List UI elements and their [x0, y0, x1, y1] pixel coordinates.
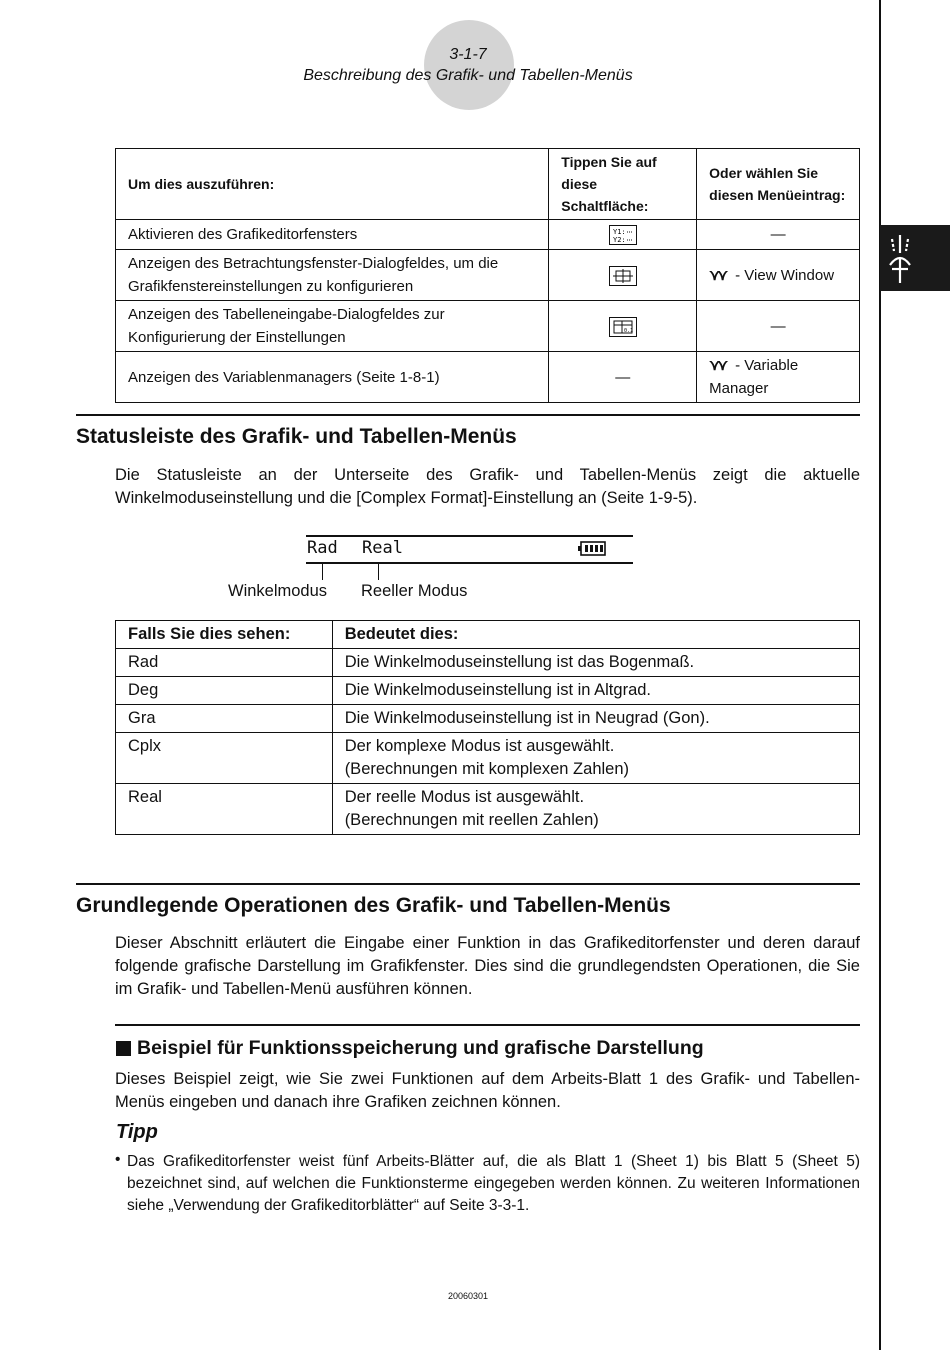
graph-editor-icon[interactable] [609, 225, 637, 245]
bullet-square-icon [116, 1041, 131, 1056]
col-header-menu: Oder wählen Sie diesen Menüeintrag: [697, 149, 860, 220]
graph-editor-button-cell [549, 220, 697, 250]
tip-bullet: • [115, 1151, 121, 1168]
pointer-line [322, 564, 323, 580]
chapter-tab [880, 225, 950, 291]
section-rule [76, 414, 860, 416]
table-row-means: Die Winkelmoduseinstellung ist in Neugrad (Gon). [332, 705, 859, 733]
header-circle [424, 20, 514, 110]
table-row-menu-cell [697, 250, 860, 301]
svg-text:Y1:: Y1: [612, 228, 626, 237]
table-row-means: Die Winkelmoduseinstellung ist in Altgrad. [332, 677, 859, 705]
table-row-action: Aktivieren des Grafikeditorfensters [116, 220, 549, 250]
page-title: Beschreibung des Grafik- und Tabellen-Menüs [303, 67, 633, 84]
battery-icon [578, 541, 608, 557]
table-row-means-note: (Berechnungen mit komplexen Zahlen) [344, 760, 630, 778]
col-header-button: Tippen Sie auf diese Schaltfläche: [549, 149, 697, 220]
table-row-menu: — [697, 301, 860, 352]
status-angle: Rad [307, 538, 338, 558]
view-window-icon[interactable] [609, 266, 637, 286]
table-row-see: Rad [116, 649, 333, 677]
table-row-button: — [549, 352, 697, 403]
tip-text: Das Grafikeditorfenster weist fünf Arbeits-Blätter auf, die als Blatt 1 (Sheet 1) bis Blatt 5 (Sheet 5) bezeichnet sind, auf welchen die Funktionsterme eingegeben werden können. Zu weiteren Informationen siehe „Verwendung der Grafikeditorblätter“ auf Seite 3-3-1. [127, 1153, 860, 1214]
menu-chevron-icon[interactable]: ⋎⋎ [709, 357, 726, 374]
table-row-action: Anzeigen des Betrachtungsfenster-Dialogfeldes, um die Grafikfenstereinstellungen zu konfigurieren [116, 250, 549, 301]
col-header-action: Um dies auszuführen: [116, 149, 549, 220]
table-row-see: Deg [116, 677, 333, 705]
table-row-menu: — [697, 220, 860, 250]
table-row-means-note: (Berechnungen mit reellen Zahlen) [344, 811, 599, 829]
menu-chevron-icon[interactable]: ⋎⋎ [709, 266, 726, 284]
section-rule [76, 883, 860, 885]
svg-text:Y2:: Y2: [612, 236, 626, 245]
graph-chapter-icon [880, 225, 950, 291]
table-row-see: Cplx [116, 733, 333, 784]
table-row-see: Real [116, 784, 333, 835]
svg-text:0.1: 0.1 [623, 327, 633, 334]
table-row-action: Anzeigen des Tabelleneingabe-Dialogfeldes zur Konfigurierung der Einstellungen [116, 301, 549, 352]
pointer-line [378, 564, 379, 580]
section-body: Die Statusleiste an der Unterseite des Grafik- und Tabellen-Menüs zeigt die aktuelle Winkelmoduseinstellung und die [Complex Format]-Einstellung an (Seite 1-9-5). [115, 466, 860, 507]
table-row-action: Anzeigen des Variablenmanagers (Seite 1-8-1) [116, 352, 549, 403]
footer-code: 20060301 [447, 1291, 489, 1301]
table-row-means: Der reelle Modus ist ausgewählt. [344, 788, 585, 806]
subsection-body: Dieses Beispiel zeigt, wie Sie zwei Funktionen auf dem Arbeits-Blatt 1 des Grafik- und Tabellen-Menüs eingeben und danach ihre Grafiken zeichnen können. [115, 1070, 860, 1111]
view-window-button-cell [549, 250, 697, 301]
section-heading: Statusleiste des Grafik- und Tabellen-Menüs [76, 425, 517, 448]
table-input-icon[interactable] [609, 317, 637, 337]
table-row-menu-cell [697, 352, 860, 403]
status-mode: Real [362, 538, 403, 558]
table-input-button-cell [549, 301, 697, 352]
table-row-see: Gra [116, 705, 333, 733]
section-body: Dieser Abschnitt erläutert die Eingabe einer Funktion in das Grafikeditorfenster und deren darauf folgende grafische Darstellung im Grafikfenster. Dies sind die grundlegendsten Operationen, die Sie im Grafik- und Tabellen-Menü ausführen können. [115, 934, 860, 998]
tip-title: Tipp [116, 1121, 158, 1143]
table-row-means: Die Winkelmoduseinstellung ist das Bogenmaß. [332, 649, 859, 677]
operations-table [115, 148, 860, 403]
table-row-means-cell [332, 784, 859, 835]
status-table [115, 620, 860, 835]
margin-rule [879, 0, 881, 1350]
table-row-means-cell [332, 733, 859, 784]
table-row-menu: - Variable Manager [709, 357, 799, 397]
status-bar-illustration [306, 535, 633, 564]
subsection-heading: Beispiel für Funktionsspeicherung und grafische Darstellung [137, 1037, 704, 1059]
label-angle-mode: Winkelmodus [228, 582, 328, 600]
col-header-see: Falls Sie dies sehen: [116, 621, 333, 649]
section-heading: Grundlegende Operationen des Grafik- und Tabellen-Menüs [76, 894, 671, 917]
table-row-means: Der komplexe Modus ist ausgewählt. [344, 737, 615, 755]
page-number: 3-1-7 [449, 46, 487, 63]
table-row-menu: - View Window [735, 266, 835, 284]
label-real-mode: Reeller Modus [361, 582, 468, 600]
col-header-means: Bedeutet dies: [332, 621, 859, 649]
subsection-rule [115, 1024, 860, 1026]
